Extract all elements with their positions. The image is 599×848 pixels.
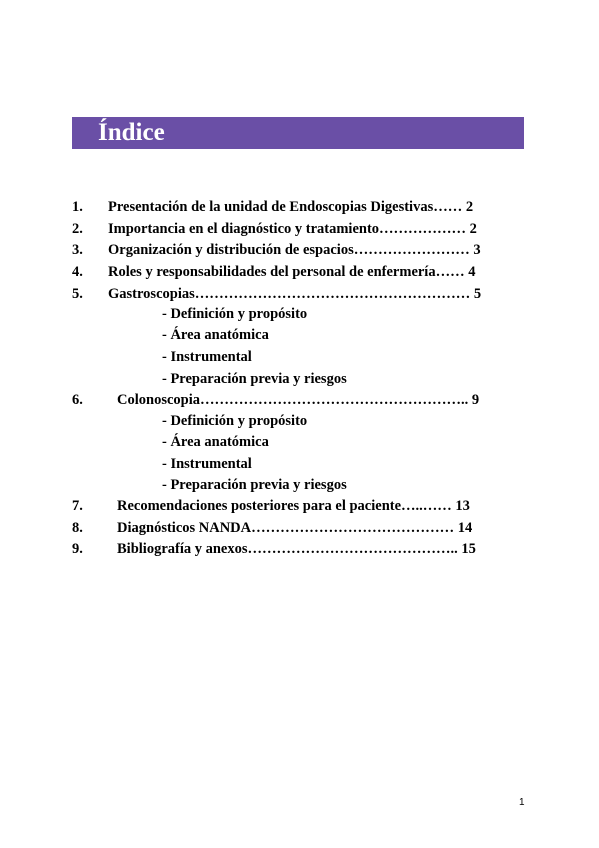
toc-entry-number: 7. [72,498,83,514]
page-title: Índice [98,119,165,146]
toc-entry-number: 8. [72,520,83,536]
toc-entry-number: 4. [72,264,83,280]
toc-entry-text: Gastroscopias………………………………………………… 5 [108,286,482,302]
toc-entry-number: 9. [72,541,83,557]
title-bar [72,117,524,149]
page-number: 1 [519,797,525,808]
toc-entry-text: Bibliografía y anexos…………………………………….. 15 [117,541,476,557]
toc-subentry: - Instrumental [162,456,252,472]
toc-subentry: - Instrumental [162,349,252,365]
toc-entry-text: Diagnósticos NANDA…………………………………… 14 [117,520,473,536]
toc-entry-text: Importancia en el diagnóstico y tratamiento……………… 2 [108,221,477,237]
toc-entry-number: 1. [72,199,83,215]
toc-subentry: - Preparación previa y riesgos [162,371,347,387]
toc-entry-text: Colonoscopia……………………………………………….. 9 [117,392,480,408]
toc-subentry: - Definición y propósito [162,306,308,322]
toc-entry-text: Recomendaciones posteriores para el paciente…..…… 13 [117,498,470,514]
toc-subentry: - Preparación previa y riesgos [162,477,347,493]
toc-subentry: - Área anatómica [162,434,269,450]
toc-entry-number: 6. [72,392,83,408]
toc-entry-text: Presentación de la unidad de Endoscopias Digestivas…… 2 [108,199,474,215]
toc-subentry: - Área anatómica [162,327,269,343]
toc-subentry: - Definición y propósito [162,413,308,429]
toc-entry-text: Roles y responsabilidades del personal de enfermería…… 4 [108,264,476,280]
toc-entry-number: 5. [72,286,83,302]
toc-entry-number: 3. [72,242,83,258]
toc-entry-number: 2. [72,221,83,237]
toc-entry-text: Organización y distribución de espacios…………………… 3 [108,242,481,258]
